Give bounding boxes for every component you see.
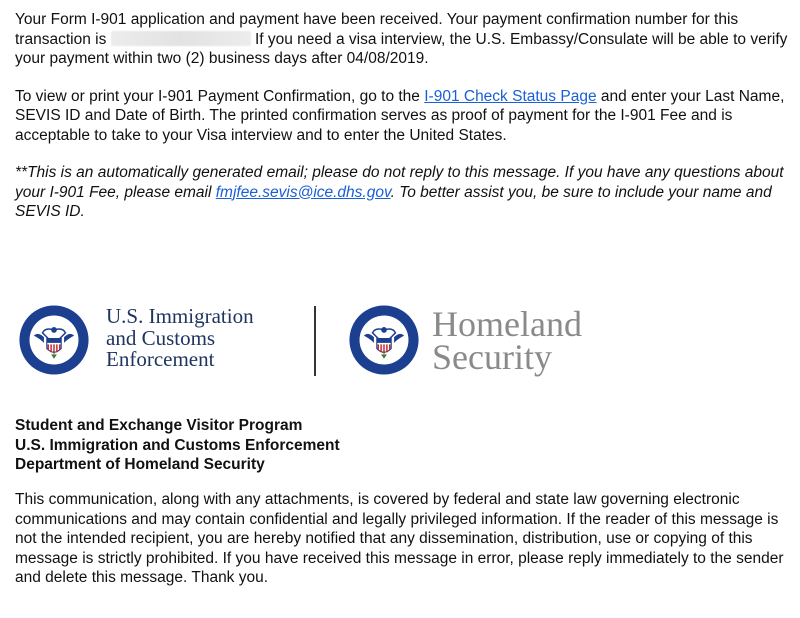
dhs-seal-icon xyxy=(18,304,90,376)
signature-program: Student and Exchange Visitor Program xyxy=(15,417,303,434)
confirmation-text-start: Your Form I-901 application and payment have been received. Your payment confirmation number for this transaction is xyxy=(15,11,739,48)
view-print-text-end: and enter your Last Name, SEVIS ID and Date of Birth. The printed confirmation serves as proof of payment for the I-901 Fee and is acceptable to take to your Visa interview and to enter the United States. xyxy=(15,87,785,144)
signature-agency: U.S. Immigration and Customs Enforcement xyxy=(15,436,340,454)
confirmation-paragraph xyxy=(15,10,791,69)
ice-line-1: U.S. Immigration xyxy=(106,304,254,328)
redacted-confirmation-number xyxy=(111,31,251,46)
signature-department: Department of Homeland Security xyxy=(15,456,265,473)
view-print-paragraph xyxy=(15,87,791,146)
signature-block xyxy=(15,416,340,475)
fee-email-link[interactable]: fmjfee.sevis@ice.dhs.gov xyxy=(215,183,391,201)
ice-wordmark xyxy=(106,306,254,371)
hs-line-2: Security xyxy=(432,337,552,377)
email-body xyxy=(15,10,791,222)
logo-divider xyxy=(314,306,316,376)
agency-logos xyxy=(18,296,638,386)
hs-line-1: Homeland xyxy=(432,304,582,344)
view-print-text-start: To view or print your I-901 Payment Confirmation, go to the xyxy=(15,87,425,105)
disclaimer-text: This communication, along with any attachments, is covered by federal and state law governing electronic communications and may contain confidential and legally privileged information. If the reader of this message is not the intended recipient, you are hereby notified that any dissemination, distribution, use or copying of this message is strictly prohibited. If you have received this message in error, please reply immediately to the sender and delete this message. Thank you. xyxy=(15,491,784,586)
legal-disclaimer xyxy=(15,490,791,588)
notice-text-end: . To better assist you, be sure to include your name and SEVIS ID. xyxy=(15,183,772,220)
notice-text-start: **This is an automatically generated email; please do not reply to this message. If you have any questions about your I-901 Fee, please email xyxy=(15,164,784,201)
dhs-seal-icon xyxy=(348,304,420,376)
ice-line-2: and Customs xyxy=(106,325,216,350)
ice-line-3: Enforcement xyxy=(106,347,215,371)
homeland-security-wordmark xyxy=(432,304,582,377)
auto-generated-notice xyxy=(15,163,791,222)
confirmation-text-end: If you need a visa interview, the U.S. Embassy/Consulate will be able to verify your payment within two (2) business days after 04/08/2019. xyxy=(15,30,788,67)
check-status-link[interactable]: I-901 Check Status Page xyxy=(424,87,597,105)
